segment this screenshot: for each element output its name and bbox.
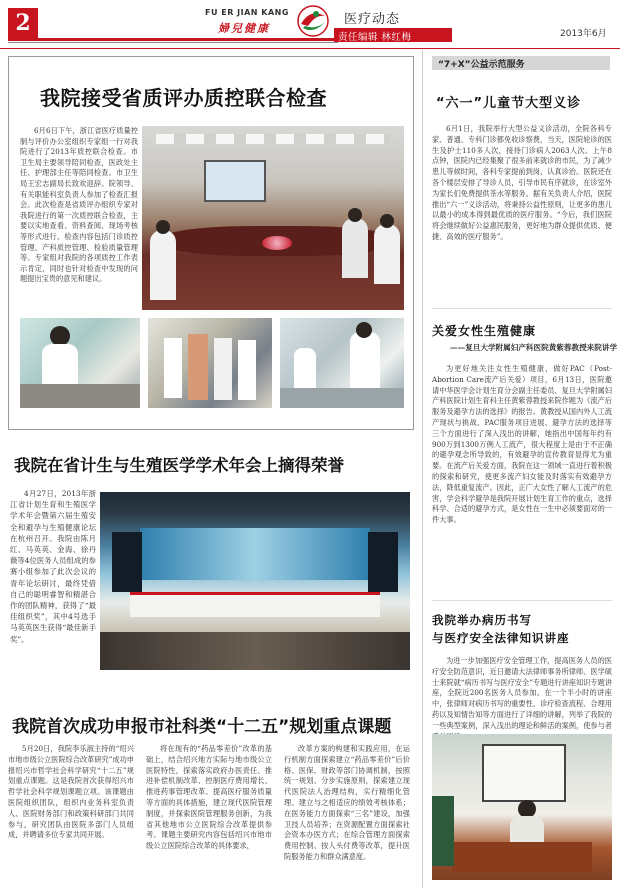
article-title-lecture-line1: 我院举办病历书写: [432, 613, 532, 627]
photo-lecture-speaker: [432, 734, 612, 880]
hospital-logo-icon: [296, 4, 330, 38]
article-body-lecture: 为进一步加强医疗安全管理工作，提高医务人员的医疗安全防范意识，近日邀请大法律师事务所律师、医学硕士来院就“病历书写与医疗安全”专题进行讲座知识专题讲座，全院近200名医务人员参加。在一个半小时的讲座中，张律师对病历书写的重要性、诊疗检查流程、合理用药以及知情告知等方面进行了详细的讲解，列举了我院的一些典型案例，深入浅出的理论和鲜活的案例，使参与者: [432, 656, 612, 730]
section-title: 医疗动态: [344, 12, 401, 27]
article-body-project-col3: 改革方案的构建和实践应用，在运行机制方面探索建立“药品零差价”后价格、医保、财政等部门协调机制，按照统一规划、分步实施原则，探索建立现代医院法人治理结构，实行精细化管理、建立与之相适应的绩效考核体系；在医务能力方面探索“三名”建设，加强卫技人员培养；在资源配置方面探索社会资本办医方式；在综合管理方面探索费用控制、按人头付费等改革，提升医院服务能力和群众满意度。: [284, 744, 410, 861]
article-title-childrens-day: “六一”儿童节大型义诊: [436, 96, 582, 111]
issue-date: 2013年6月: [560, 29, 607, 39]
header-bottom-rule: [0, 48, 620, 49]
article-body-award: 4月27日，2013年浙江省计划生育和生殖医学学术年会暨第六届生殖安全和避孕与生殖健康论坛在杭州召开。我院由陈月红、马英英、金海、徐丹薇等4位医务人员组成的参赛小组参加了此次会议的青年论坛研讨，最终凭借自己的聪明睿智和精湛合作的团队精神，获得了“最佳组织奖”，其中4号选手马英英医生获得“最佳新手奖”。: [10, 489, 97, 644]
header-rule-gray: [8, 42, 338, 43]
photo-doctor-desk: [20, 318, 140, 408]
article-title-lecture-line2: 与医疗安全法律知识讲座: [432, 631, 570, 645]
article-body-childrens-day: 6月1日，我院举行大型公益义诊活动，全院各科专家、普通、专科门诊都免收诊察费，当天，医院轮诊的医生及护士110多人次，接待门诊病人2063人次。上午8点钟，医院内已经集聚了很多前来就诊的市民，为了减少患儿等候时间，各科专家提前到岗，认真诊治。医院还在各个楼层安排了导诊人员，引导市民有序就诊，在诊室外为家长们免费提供茶水等服务。据有关负责人介绍，医院推出“六一”义诊活动，将秉持公益性原则，让更多的患儿以最小的成本得到最优质的医疗服务。“今后，我们医院将会继续做好公益惠民服务，更好地为群众提供优质、便捷、高效的医疗服务”。: [432, 124, 612, 241]
photo-group-standing: [148, 318, 272, 408]
article-title-project: 我院首次成功申报市社科类“十二五”规划重点课题: [12, 717, 392, 737]
article-subtitle-women-health: ——复旦大学附属妇产科医院黄紫蓉教授来院讲学: [450, 343, 618, 352]
page-header: [0, 0, 620, 50]
photo-doctors-discussion: [280, 318, 404, 408]
article-title-award: 我院在省计生与生殖医学学术年会上摘得荣誉: [14, 456, 344, 475]
photo-inspection-meeting: [142, 126, 404, 310]
article-body-project-col1: 5月20日，我院李乐淑主持的“绍兴市地市级公立医院综合改革研究”成功申报绍兴市哲学社会科学研究“十二五”规划重点课题。这是我院首次获得绍兴市哲学社会科学规划课题立项。该课题由医院组织团队，组织内业务科室负责人、医院财务部门和政策科研部门共同参与，研究团队由医院多部门人员组成，并聘请多位专家共同开展。: [8, 744, 134, 840]
column-divider: [422, 50, 423, 888]
photo-conference-stage: [100, 492, 410, 670]
article-body-women-health: 为更好地关注女性生殖健康，做好PAC（Post-Abortion Care流产后关爱）项目，6月13日，医院邀请中华医学会计划生育分会副主任委员、复旦大学附属妇产科医院计划生育科主任黄紫蓉教授来院作题为《流产后服务及避孕方法的选择》的报告。黄教授从国内外人工流产现状与挑战、PAC服务项目进展、避孕方法的选择等三个方面进行了深入浅出的讲解，她指出中国每年约有900万到1300万例人工流产，很大程度上是由于不正确的避孕观念所导致的，有效避孕的宣传教育显得尤为重要。在流产后关爱方面，我院在这一领域一直进行着积极的探索和研究，使更多流产妇女能及时落实有效避孕方法，降低重复流产。因此，正广大女性了解人工流产的危害，学会科学避孕是我院开展计划生育工作的重点，选择科学、合适的避孕方式，是女性在一生中必须要面对的一件大事。: [432, 364, 612, 525]
service-header-title: “7+X”公益示范服务: [438, 60, 525, 70]
editor-credit: 责任编辑 林红梅: [338, 32, 412, 43]
article-body-inspection: 6月6日下午，浙江省医疗质量控制与评价办公室组织专家组一行对我院进行了2013年质控联合检查。市卫生局主要领导陪同检查，医政处主任、护理部主任等陪同检查。市卫生局王宏志副局长致欢迎辞。院领导、有关职能科室负责人参加了检查汇报会。此次检查是省质评办组织专家对我院进行的第一次质控联合检查，主要以实地查看、资料查阅、现场考核等形式进行。检查内容包括门诊质控管理、产科质控管理、检验质量管理等。专家组对我院的各项质控工作表示肯定，同时也针对检查中发现的问题提出宝贵的意见和建议。: [20, 126, 138, 284]
header-rule-red: [8, 38, 338, 41]
article-title-women-health: 关爱女性生殖健康: [432, 324, 537, 338]
page-number: 2: [8, 8, 38, 38]
divider: [432, 308, 612, 309]
divider: [432, 600, 612, 601]
masthead-pinyin: FU ER JIAN KANG: [205, 8, 289, 17]
article-body-project-col2: 将在现有的“药品零差价”改革的基础上，结合绍兴地方实际与地市级公立医院特性，探索落实政府办医责任、推进补偿机制改革、控制医疗费用增长、推进药事管理改革、提高医疗服务质量等方面的具体措施，建立现代医院管理制度，并探索医院管理服务创新，为我省其他地市公立医院综合改革提供参考。课题主要研究内容包括绍兴市地市级公立医院综合改革的具体要求，: [146, 744, 272, 851]
masthead-brand: 婦兒健康: [218, 22, 270, 35]
article-title-inspection: 我院接受省质评办质控联合检查: [40, 86, 327, 110]
